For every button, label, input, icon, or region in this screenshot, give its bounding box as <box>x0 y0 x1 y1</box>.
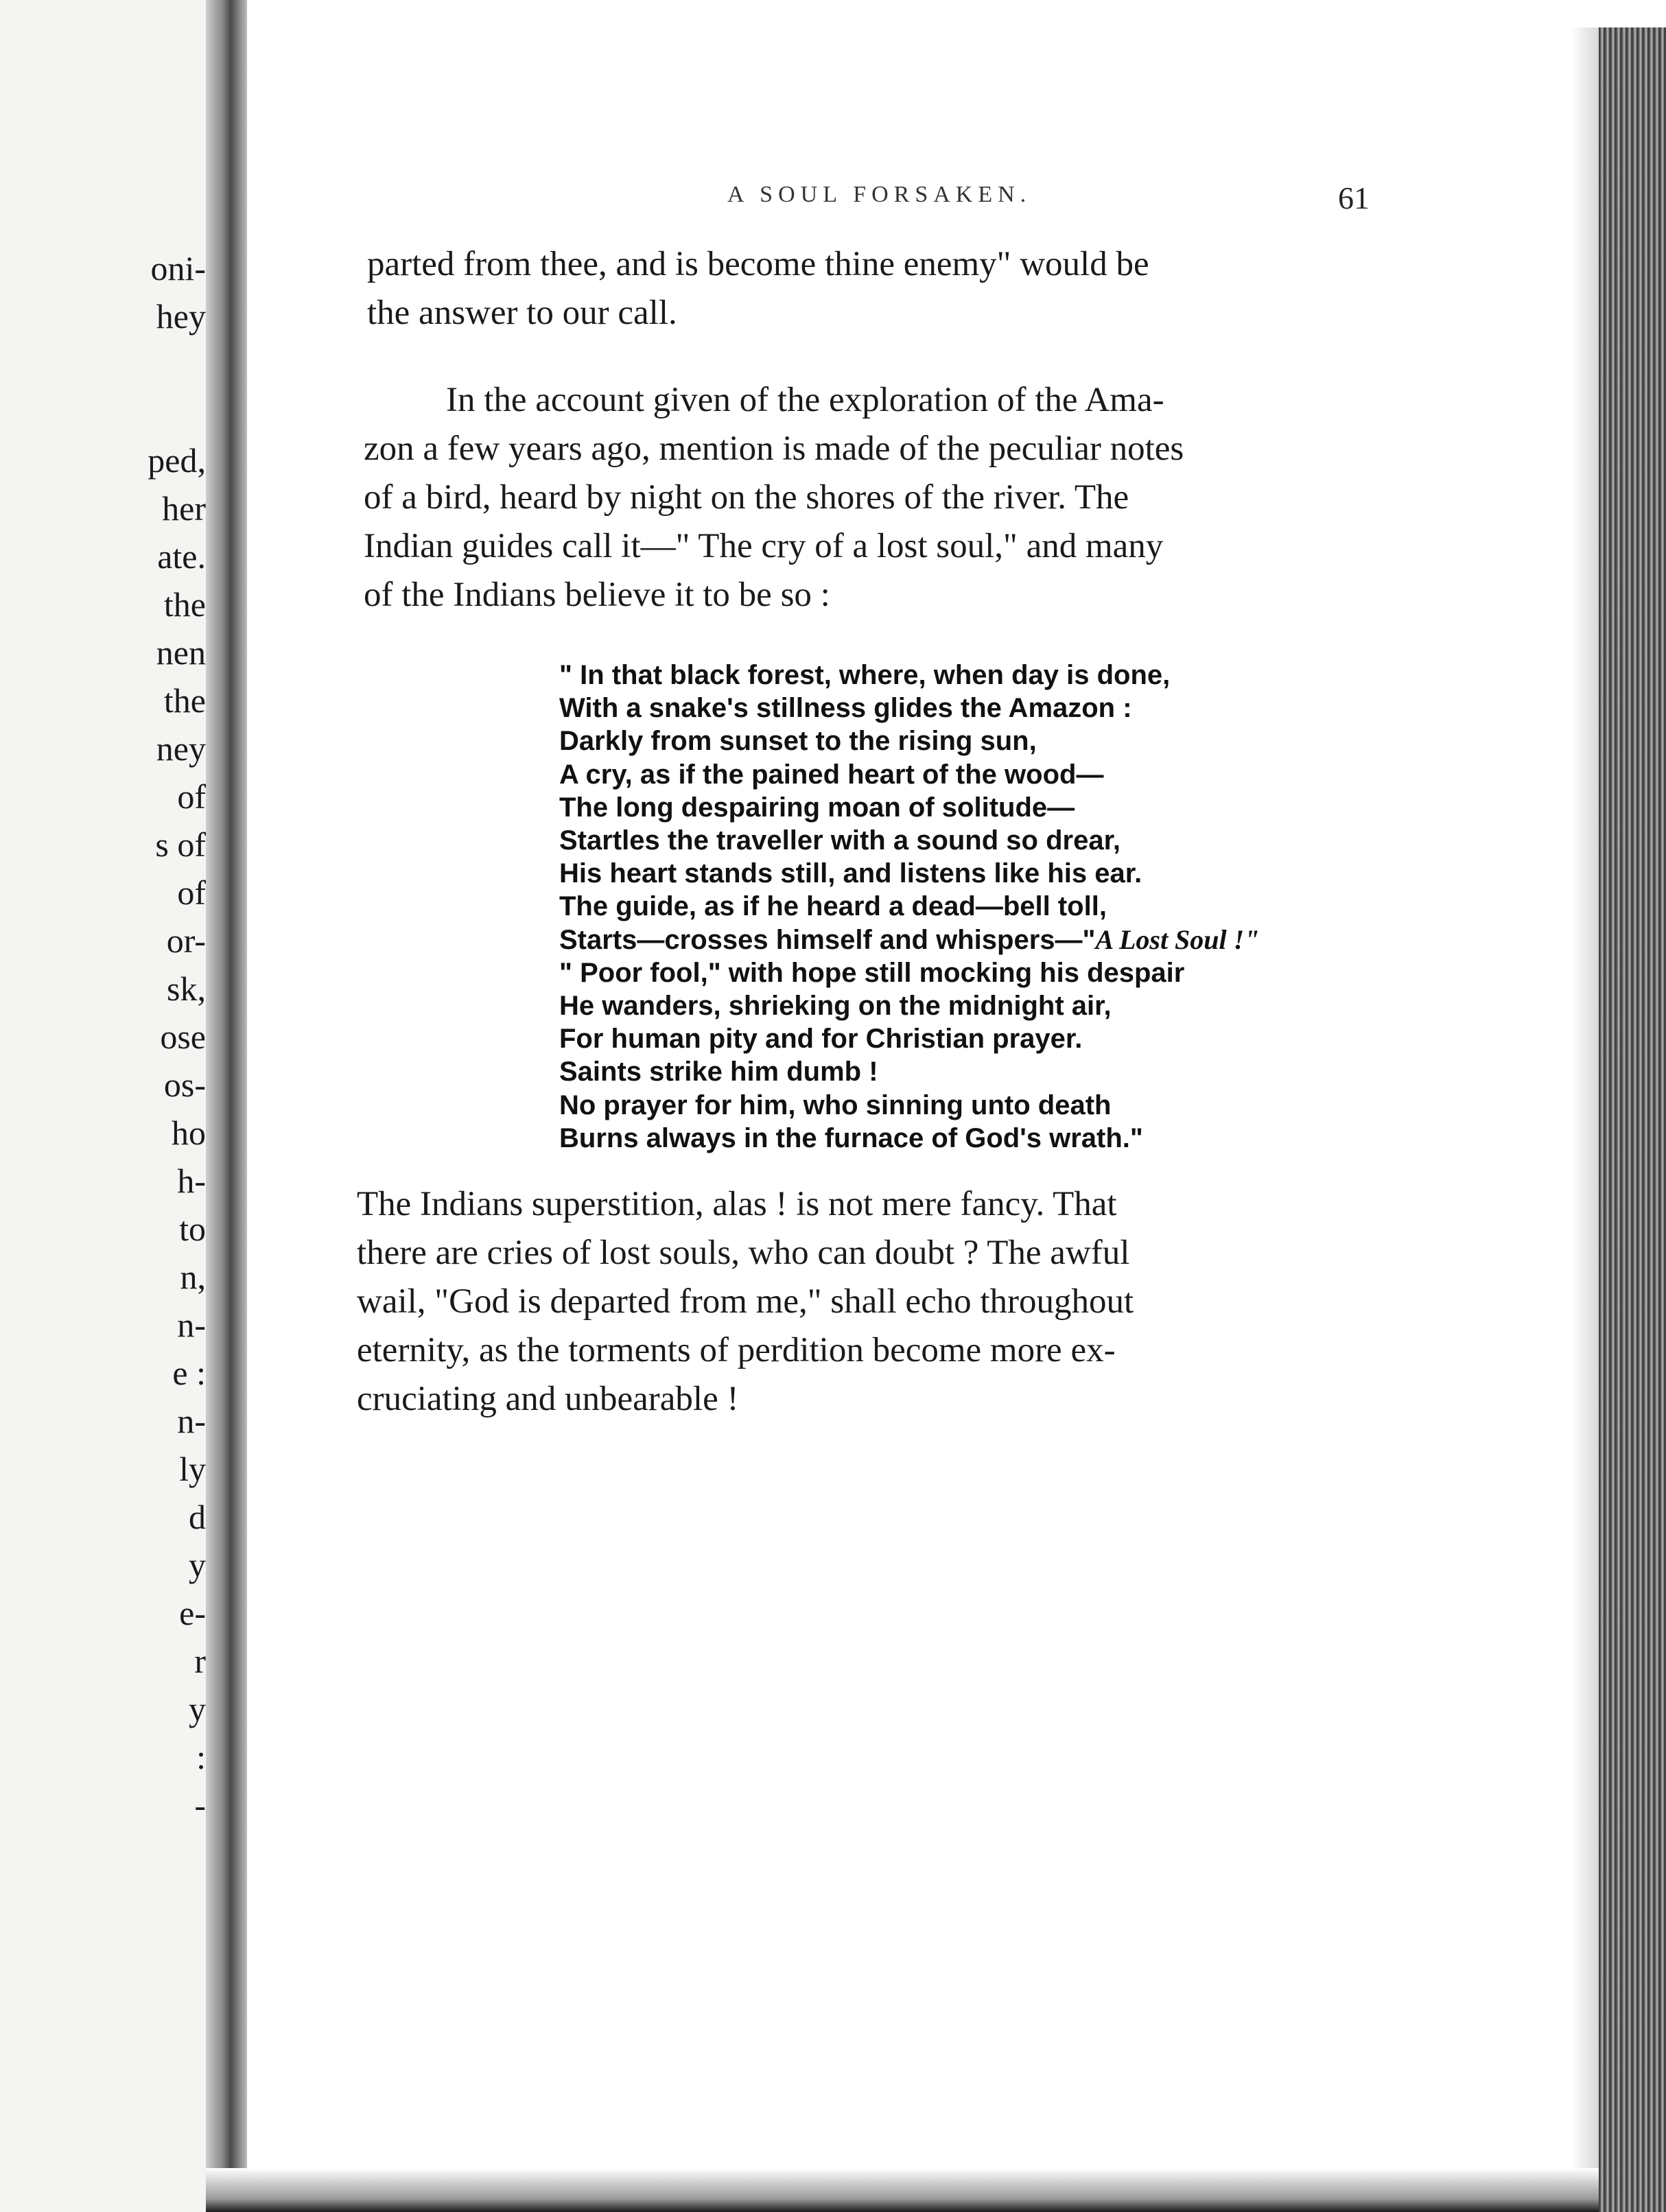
left-fragment: oni- <box>150 249 206 287</box>
page-edge-shade <box>1571 27 1599 2212</box>
book-page <box>247 0 1571 2168</box>
text-line: eternity, as the torments of perdition become more ex- <box>357 1331 1116 1369</box>
text-line: In the account given of the exploration of the Ama- <box>446 381 1164 419</box>
page-bottom-shadow <box>206 2168 1599 2212</box>
quoted-poem <box>559 659 1259 1155</box>
poem-line: Burns always in the furnace of God's wrath." <box>559 1122 1143 1153</box>
left-fragment: of <box>177 777 206 816</box>
left-fragment: d <box>189 1498 206 1536</box>
book-page-edges <box>1599 27 1666 2212</box>
left-page-text <box>137 0 206 2212</box>
text-line: the answer to our call. <box>367 294 677 332</box>
paragraph-1 <box>367 240 1623 338</box>
left-fragment: - <box>194 1786 206 1824</box>
left-fragment: ate. <box>157 537 206 576</box>
poem-line-text: Starts—crosses himself and whispers—" <box>559 924 1096 955</box>
text-line: parted from thee, and is become thine enemy" would be <box>367 245 1149 283</box>
left-fragment: or- <box>166 921 206 960</box>
left-fragment: ose <box>160 1017 206 1056</box>
poem-line: A cry, as if the pained heart of the wood— <box>559 759 1104 790</box>
left-fragment: e : <box>172 1354 206 1392</box>
left-fragment: the <box>163 585 206 624</box>
poem-line: He wanders, shrieking on the midnight air, <box>559 991 1112 1022</box>
poem-line: For human pity and for Christian prayer. <box>559 1024 1083 1055</box>
left-fragment: nen <box>156 633 206 672</box>
poem-line: No prayer for him, who sinning unto death <box>559 1090 1112 1120</box>
left-fragment: n- <box>177 1306 206 1344</box>
text-line: Indian guides call it—" The cry of a lost soul," and many <box>364 527 1164 565</box>
text-line: cruciating and unbearable ! <box>357 1380 739 1418</box>
text-line: zon a few years ago, mention is made of the peculiar notes <box>364 430 1184 468</box>
poem-line: Startles the traveller with a sound so drear, <box>559 825 1121 856</box>
page-number: 61 <box>1338 180 1370 215</box>
left-fragment: hey <box>156 297 206 336</box>
left-fragment: to <box>179 1210 206 1248</box>
book-gutter <box>206 0 247 2212</box>
left-fragment: her <box>162 489 206 528</box>
poem-line: " Poor fool," with hope still mocking his despair <box>559 957 1185 988</box>
running-head: A SOUL FORSAKEN. <box>727 182 1032 207</box>
left-fragment: ney <box>156 729 206 768</box>
left-fragment: : <box>196 1738 206 1776</box>
poem-line <box>559 923 1259 956</box>
paragraph-3 <box>357 1180 1612 1424</box>
left-fragment: y <box>189 1690 206 1728</box>
left-fragment: os- <box>163 1066 206 1104</box>
left-fragment: ly <box>179 1450 206 1488</box>
poem-line: His heart stands still, and listens like his ear. <box>559 858 1142 889</box>
left-fragment: s of <box>155 825 206 864</box>
text-line: The Indians superstition, alas ! is not mere fancy. That <box>357 1185 1117 1223</box>
poem-line: Saints strike him dumb ! <box>559 1057 878 1087</box>
left-fragment: ped, <box>148 441 206 480</box>
left-fragment: n- <box>177 1402 206 1440</box>
poem-line: With a snake's stillness glides the Amazon : <box>559 693 1132 724</box>
left-fragment: h- <box>177 1162 206 1200</box>
text-line: of a bird, heard by night on the shores of the river. The <box>364 478 1129 517</box>
paragraph-2 <box>364 376 1626 620</box>
left-fragment: sk, <box>167 969 206 1008</box>
left-fragment: r <box>194 1642 206 1680</box>
poem-line: The guide, as if he heard a dead—bell toll, <box>559 891 1107 922</box>
text-line: there are cries of lost souls, who can doubt ? The awful <box>357 1234 1130 1272</box>
left-fragment: ho <box>172 1114 206 1152</box>
left-fragment: the <box>163 681 206 720</box>
poem-line: " In that black forest, where, when day is done, <box>559 660 1171 690</box>
poem-line: The long despairing moan of solitude— <box>559 792 1075 823</box>
text-line: wail, "God is departed from me," shall echo throughout <box>357 1282 1134 1321</box>
left-page-fragment <box>0 0 220 2212</box>
poem-line: Darkly from sunset to the rising sun, <box>559 726 1037 757</box>
left-fragment: of <box>177 873 206 912</box>
lost-soul-phrase: A Lost Soul !" <box>1095 923 1260 955</box>
left-fragment: e- <box>179 1594 206 1632</box>
left-fragment: n, <box>180 1258 206 1296</box>
text-line: of the Indians believe it to be so : <box>364 576 830 614</box>
left-fragment: y <box>189 1546 206 1584</box>
